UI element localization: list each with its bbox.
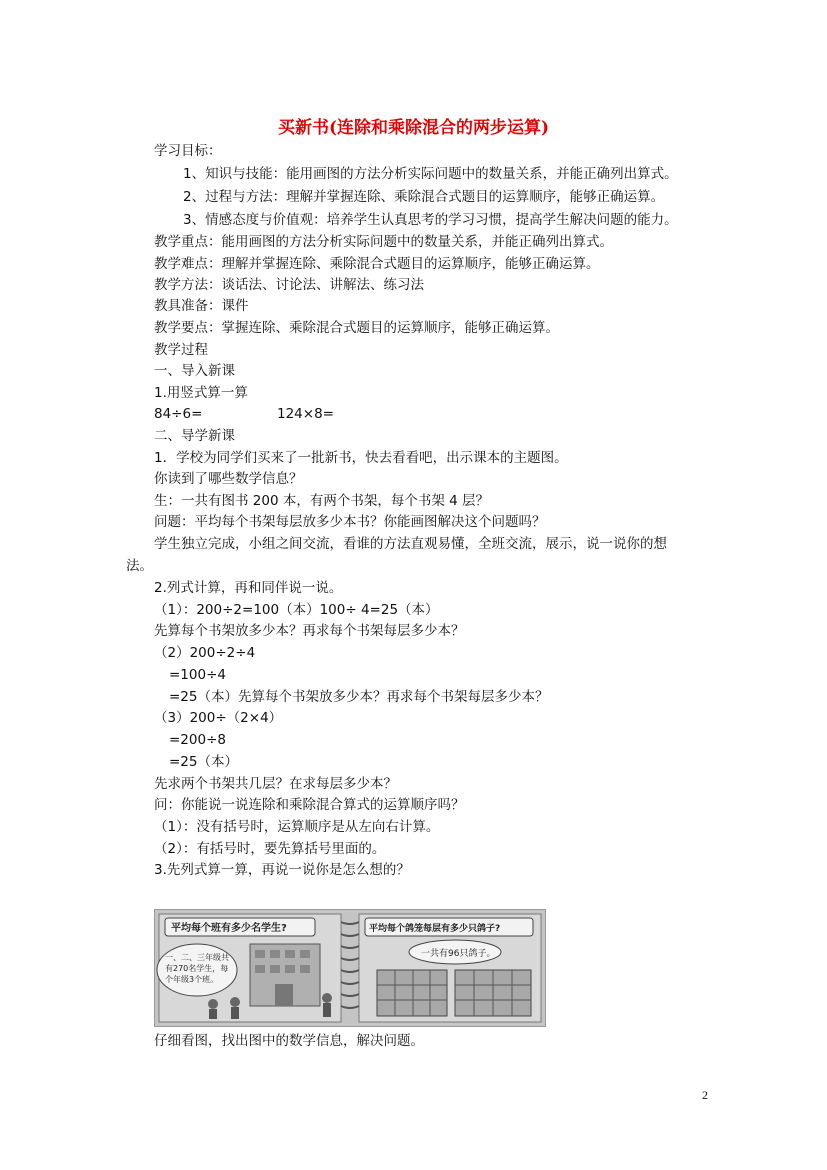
- text-line: 先算每个书架放多少本？再求每个书架每层多少本？: [154, 623, 465, 639]
- text-line: 3、情感态度与价值观：培养学生认真思考的学习习惯，提高学生解决问题的能力。: [183, 212, 678, 228]
- text-line: 一、导入新课: [154, 363, 235, 379]
- right-question: 平均每个鸽笼每层有多少只鸽子?: [369, 924, 501, 934]
- text-line: （1）：200÷2=100（本）100÷ 4=25（本）: [154, 602, 439, 618]
- left-info-1: 一、二、三年级共: [165, 953, 229, 962]
- text-line: 教学过程: [154, 342, 208, 358]
- textbook-illustration: [154, 909, 546, 1027]
- text-line: 问：你能说一说连除和乘除混合算式的运算顺序吗？: [154, 797, 465, 813]
- text-line: 教具准备：课件: [154, 298, 249, 314]
- text-line: 生：一共有图书 200 本，有两个书架，每个书架 4 层？: [154, 493, 490, 509]
- text-line: 你读到了哪些数学信息？: [154, 471, 303, 487]
- text-line: （2）：有括号时，要先算括号里面的。: [154, 841, 386, 857]
- text-line: 学生独立完成，小组之间交流，看谁的方法直观易懂，全班交流，展示，说一说你的想: [154, 536, 667, 552]
- text-line: 教学难点：理解并掌握连除、乘除混合式题目的运算顺序，能够正确运算。: [154, 256, 600, 272]
- text-line: 问题：平均每个书架每层放多少本书？你能画图解决这个问题吗？: [154, 514, 546, 530]
- text-line: 仔细看图，找出图中的数学信息，解决问题。: [154, 1033, 424, 1049]
- text-line: =100÷4: [169, 667, 226, 683]
- text-line: 1、知识与技能：能用画图的方法分析实际问题中的数量关系，并能正确列出算式。: [183, 166, 678, 182]
- text-line: =200÷8: [169, 732, 226, 748]
- text-line: 1.用竖式算一算: [154, 385, 248, 401]
- document-title: 买新书(连除和乘除混合的两步运算): [277, 118, 550, 138]
- text-line: 二、导学新课: [154, 428, 235, 444]
- text-line: 84÷6=: [154, 406, 203, 422]
- text-line: （2）200÷2÷4: [154, 645, 256, 661]
- text-line: 教学方法：谈话法、讨论法、讲解法、练习法: [154, 277, 424, 293]
- text-line: 教学重点：能用画图的方法分析实际问题中的数量关系，并能正确列出算式。: [154, 234, 613, 250]
- text-line: 2.列式计算，再和同伴说一说。: [154, 580, 343, 596]
- right-info: 一共有96只鸽子。: [421, 949, 496, 959]
- illustration-svg: [155, 910, 545, 1026]
- text-line: 3.先列式算一算，再说一说你是怎么想的？: [154, 862, 410, 878]
- text-line: 先求两个书架共几层？在求每层多少本？: [154, 776, 397, 792]
- text-line: 学习目标：: [154, 143, 222, 159]
- text-line: =25（本）: [169, 754, 238, 770]
- text-line: 2、过程与方法：理解并掌握连除、乘除混合式题目的运算顺序，能够正确运算。: [183, 189, 665, 205]
- text-line: 教学要点：掌握连除、乘除混合式题目的运算顺序，能够正确运算。: [154, 320, 559, 336]
- text-line: 1．学校为同学们买来了一批新书，快去看看吧，出示课本的主题图。: [154, 450, 568, 466]
- text-line: （3）200÷（2×4）: [154, 710, 283, 726]
- text-line: =25（本）先算每个书架放多少本？再求每个书架每层多少本？: [169, 689, 549, 705]
- page-number: 2: [702, 1088, 708, 1102]
- text-line: （1）：没有括号时，运算顺序是从左向右计算。: [154, 819, 440, 835]
- left-question: 平均每个班有多少名学生?: [171, 923, 287, 934]
- left-info-2: 有270名学生，每: [165, 964, 229, 973]
- left-info-3: 个年级3个班。: [165, 975, 219, 984]
- text-line: 124×8=: [277, 406, 334, 422]
- text-line: 法。: [126, 558, 153, 574]
